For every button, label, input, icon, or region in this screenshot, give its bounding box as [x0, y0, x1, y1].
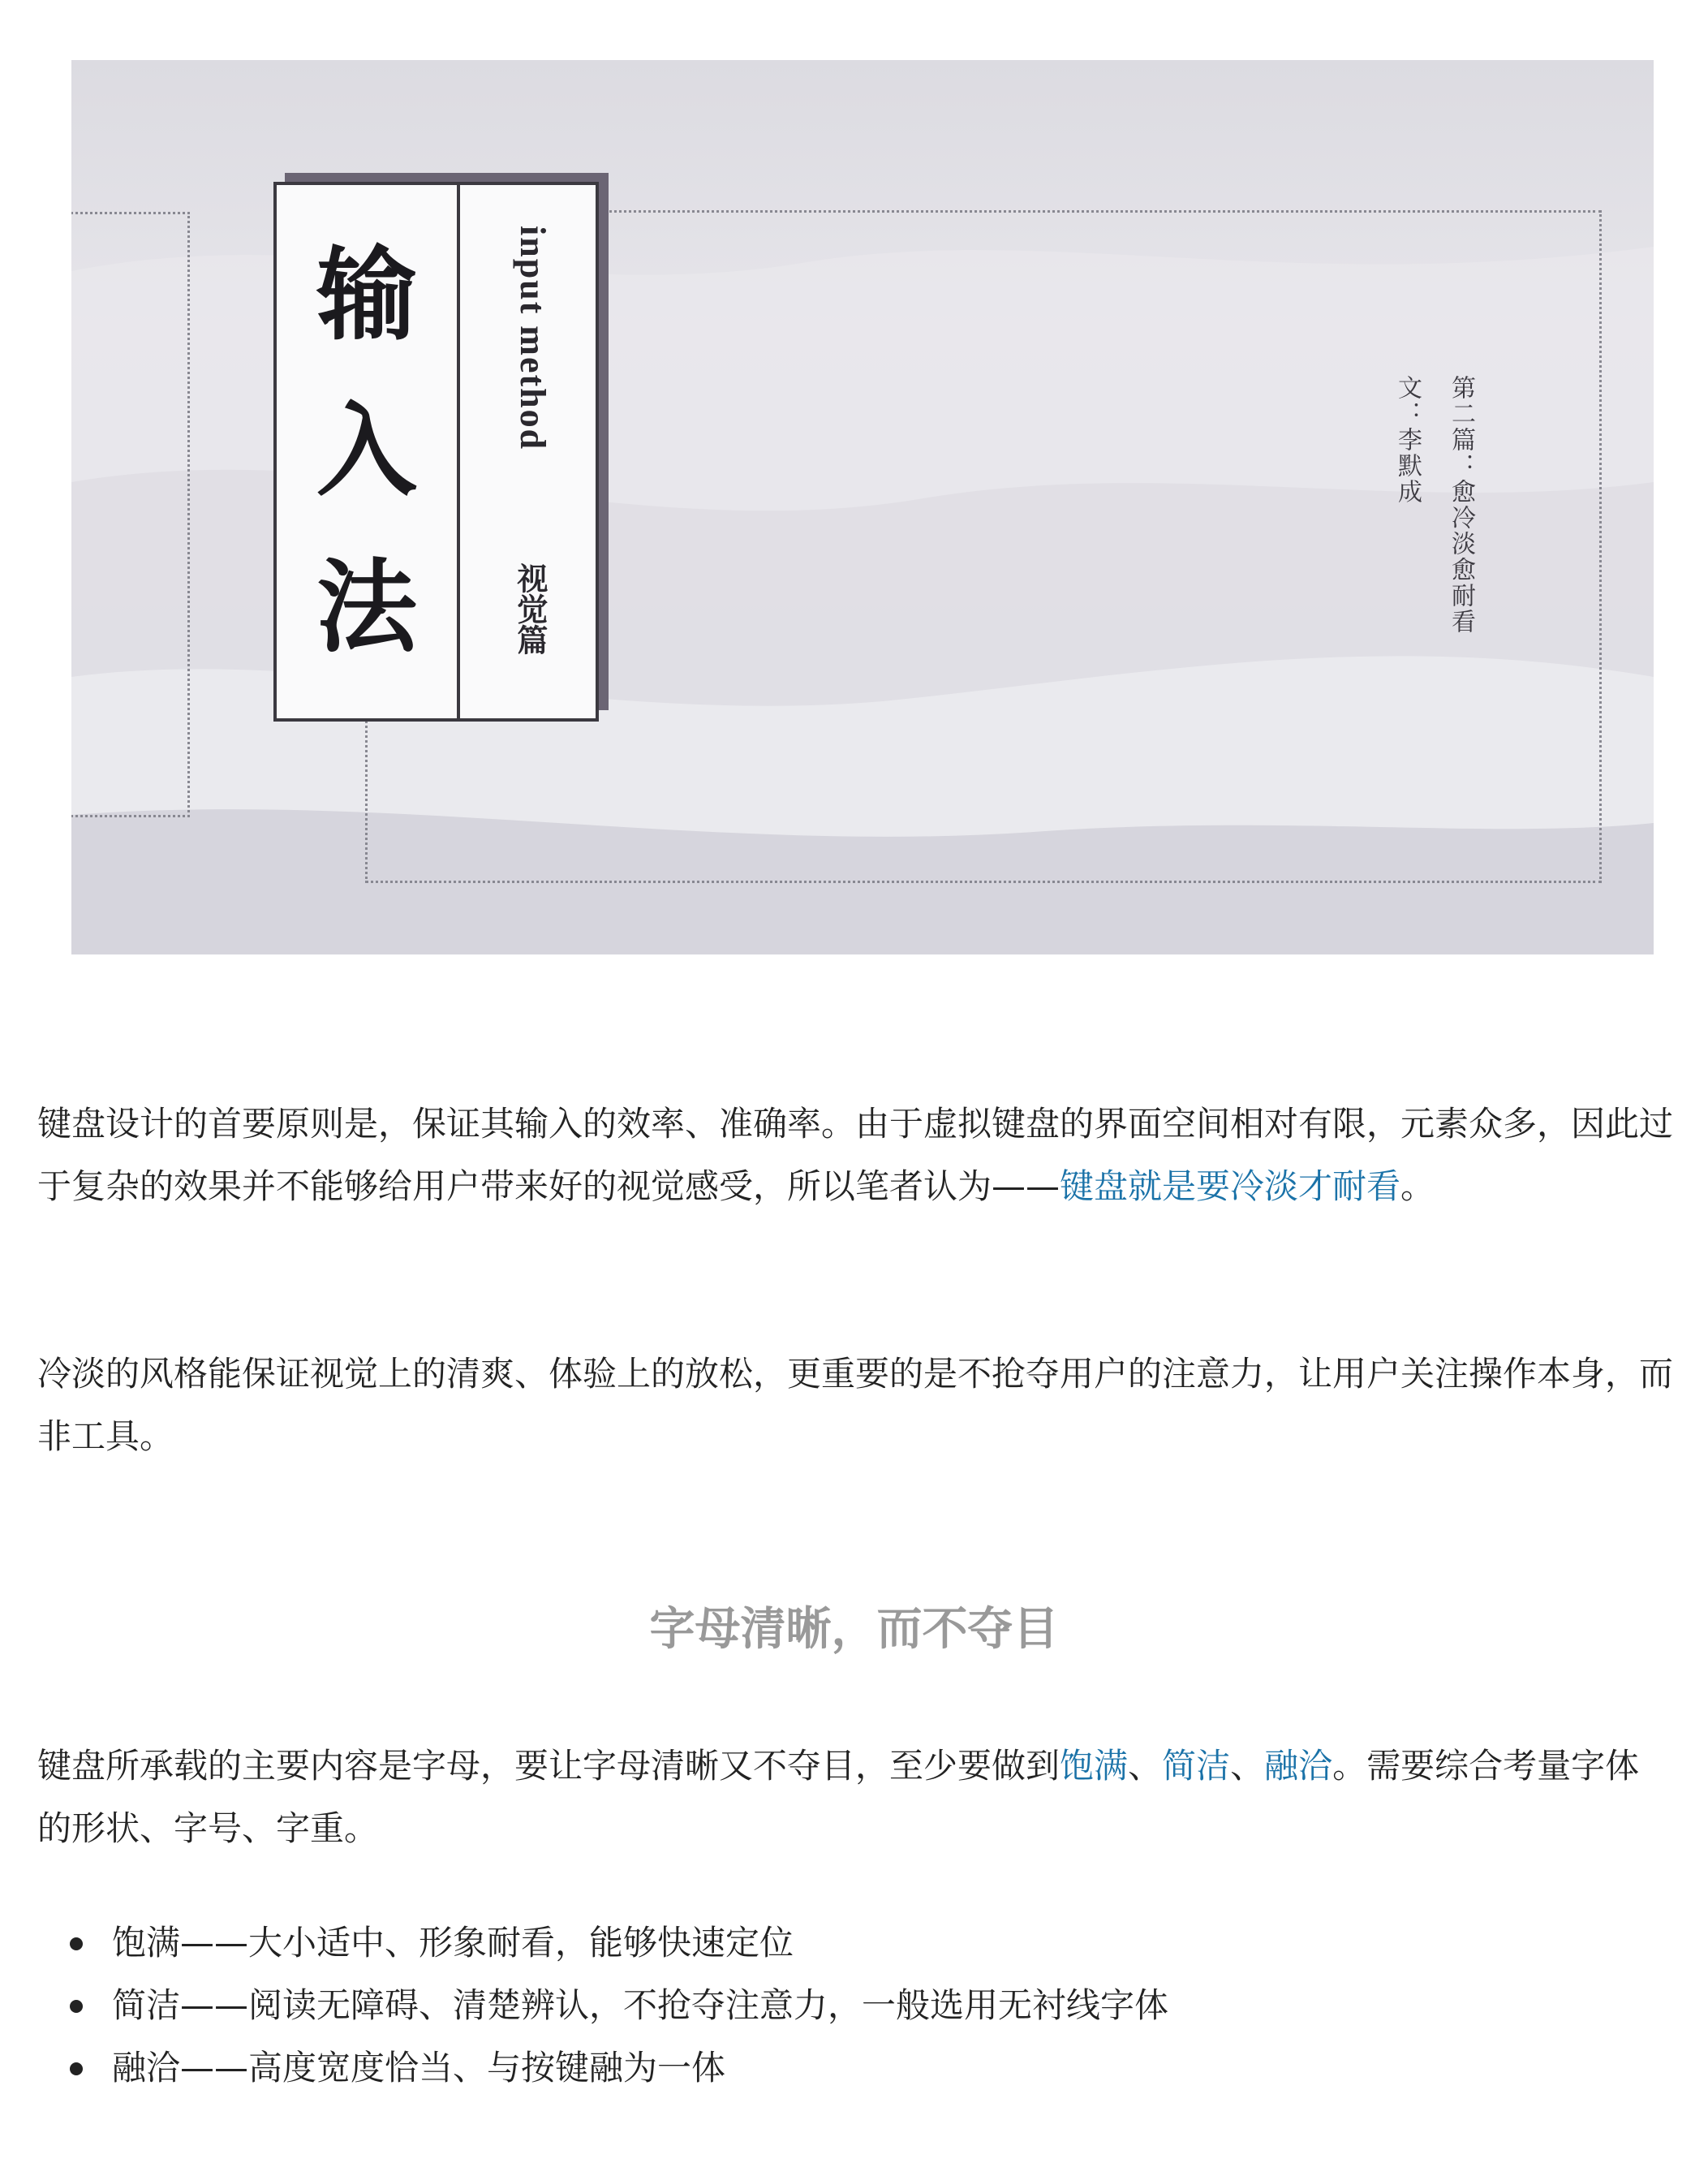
bullet-dot-icon — [70, 2062, 83, 2075]
list-item-text: 融洽——高度宽度恰当、与按键融为一体 — [112, 2048, 726, 2088]
paragraph-cold-style: 冷淡的风格能保证视觉上的清爽、体验上的放松，更重要的是不抢夺用户的注意力，让用户关注操作本身，而非工具。 — [37, 1354, 1674, 1456]
subtitle-chinese: 视觉篇 — [511, 562, 549, 655]
paragraph-letters — [37, 1734, 1673, 1859]
separator: 、 — [1230, 1746, 1265, 1786]
dotted-frame-left — [71, 212, 190, 817]
title-char-1: 输 — [316, 236, 417, 355]
title-char-2: 入 — [316, 392, 417, 511]
principles-list — [37, 1911, 1660, 2099]
list-item-text: 饱满——大小适中、形象耐看，能够快速定位 — [112, 1923, 794, 1963]
title-divider — [457, 185, 460, 718]
list-item — [37, 2036, 1660, 2099]
list-item — [37, 1974, 1660, 2036]
author-label: 文：李默成 — [1393, 375, 1422, 505]
bullet-dot-icon — [70, 2000, 83, 2013]
chapter-label: 第二篇：愈冷淡愈耐看 — [1447, 375, 1475, 635]
inline-link-keyboard-cold[interactable]: 键盘就是要冷淡才耐看 — [1060, 1166, 1401, 1206]
paragraph-text: 。需要综合考量字体的形状、字号、字重。 — [37, 1746, 1640, 1848]
section-heading: 字母清晰，而不夺目 — [649, 1603, 1059, 1656]
inline-link-harmonious[interactable]: 融洽 — [1264, 1746, 1333, 1786]
paragraph-design-principle — [37, 1092, 1673, 1217]
paragraph-text: 键盘设计的首要原则是，保证其输入的效率、准确率。由于虚拟键盘的界面空间相对有限，元素众多，因此过于复杂的效果并不能够给用户带来好的视觉感受，所以笔者认为—— — [37, 1104, 1674, 1206]
list-item — [37, 1911, 1660, 1974]
inline-link-full[interactable]: 饱满 — [1060, 1746, 1129, 1786]
list-item-text: 简洁——阅读无障碍、清楚辨认，不抢夺注意力，一般选用无衬线字体 — [112, 1985, 1169, 2025]
title-main — [277, 185, 457, 718]
paragraph-text: 。 — [1400, 1166, 1435, 1206]
paragraph-text: 键盘所承载的主要内容是字母，要让字母清晰又不夺目，至少要做到 — [37, 1746, 1061, 1786]
inline-link-concise[interactable]: 简洁 — [1162, 1746, 1231, 1786]
subtitle-english: input method — [513, 226, 553, 451]
cover-image — [71, 60, 1654, 954]
bullet-dot-icon — [70, 1937, 83, 1950]
separator: 、 — [1128, 1746, 1163, 1786]
title-char-3: 法 — [316, 548, 417, 666]
title-box — [273, 182, 599, 722]
